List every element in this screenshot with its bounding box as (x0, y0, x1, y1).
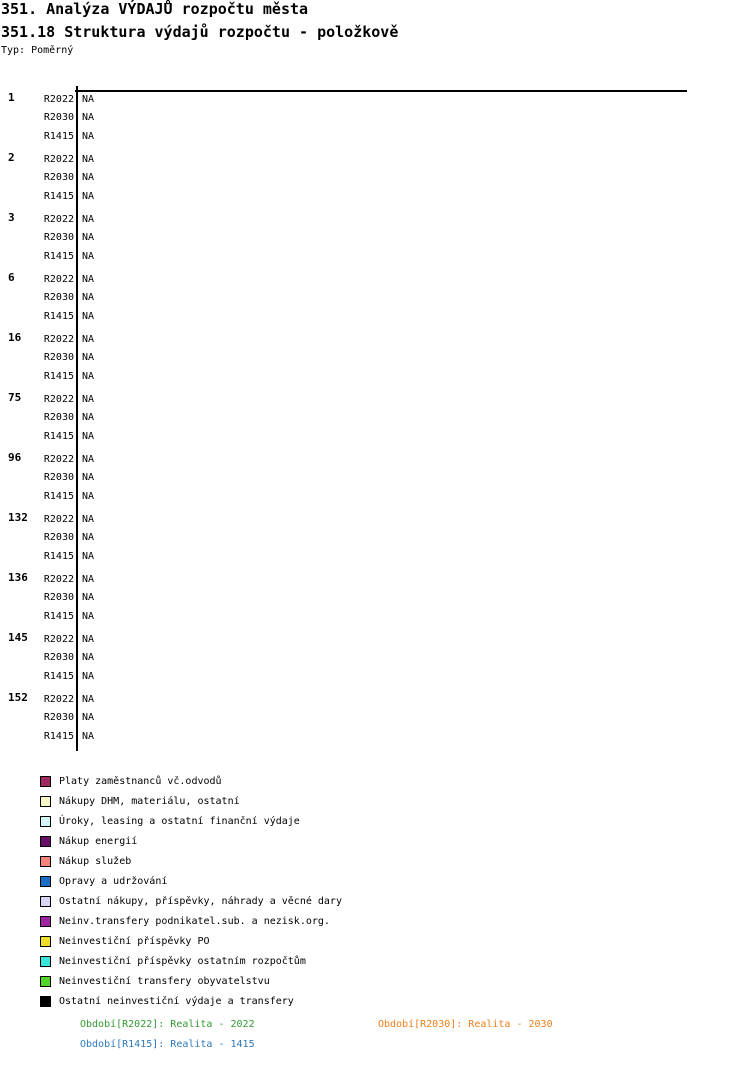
legend-label: Ostatní nákupy, příspěvky, náhrady a věcné dary (59, 895, 342, 907)
category-label: 145 (8, 631, 28, 644)
row-value-na: NA (82, 551, 95, 562)
row-period-label: R2030 (43, 532, 74, 543)
row-value-na: NA (82, 371, 95, 382)
legend-item (40, 791, 342, 811)
row-value-na: NA (82, 352, 95, 363)
category-label: 152 (8, 691, 28, 704)
legend-swatch (40, 996, 51, 1007)
legend-label: Platy zaměstnanců vč.odvodů (59, 775, 222, 787)
row-value-na: NA (82, 334, 95, 345)
legend-label: Neinvestiční transfery obyvatelstvu (59, 975, 270, 987)
row-period-label: R1415 (43, 191, 74, 202)
row-period-label: R1415 (43, 611, 74, 622)
legend-swatch (40, 816, 51, 827)
row-period-label: R1415 (43, 251, 74, 262)
footer-period-r2030: Období[R2030]: Realita - 2030 (378, 1019, 553, 1030)
row-value-na: NA (82, 191, 95, 202)
legend-item (40, 831, 342, 851)
row-value-na: NA (82, 634, 95, 645)
category-label: 75 (8, 391, 22, 404)
row-value-na: NA (82, 394, 95, 405)
legend-item (40, 851, 342, 871)
row-value-na: NA (82, 431, 95, 442)
row-value-na: NA (82, 472, 95, 483)
legend-label: Úroky, leasing a ostatní finanční výdaje (59, 815, 300, 827)
row-value-na: NA (82, 491, 95, 502)
row-period-label: R2022 (43, 514, 74, 525)
legend-label: Nákup energií (59, 835, 138, 847)
footer-period-r2022: Období[R2022]: Realita - 2022 (80, 1019, 255, 1030)
legend-swatch (40, 876, 51, 887)
category-label: 16 (8, 331, 22, 344)
row-value-na: NA (82, 574, 95, 585)
row-value-na: NA (82, 232, 95, 243)
category-label: 136 (8, 571, 28, 584)
row-period-label: R2022 (43, 274, 74, 285)
legend-swatch (40, 856, 51, 867)
legend-swatch (40, 776, 51, 787)
legend-item (40, 871, 342, 891)
legend-swatch (40, 796, 51, 807)
row-value-na: NA (82, 172, 95, 183)
row-period-label: R1415 (43, 551, 74, 562)
legend-label: Neinv.transfery podnikatel.sub. a nezisk.org. (59, 915, 330, 927)
row-period-label: R2022 (43, 334, 74, 345)
legend-item (40, 911, 342, 931)
legend-swatch (40, 936, 51, 947)
row-value-na: NA (82, 454, 95, 465)
row-value-na: NA (82, 154, 95, 165)
category-label: 2 (8, 151, 15, 164)
legend-label: Nákup služeb (59, 855, 132, 867)
row-value-na: NA (82, 94, 95, 105)
legend-item (40, 811, 342, 831)
row-value-na: NA (82, 251, 95, 262)
page-title: 351. Analýza VÝDAJŮ rozpočtu města (1, 0, 309, 18)
row-value-na: NA (82, 712, 95, 723)
row-value-na: NA (82, 611, 95, 622)
legend-item (40, 951, 342, 971)
legend-label: Neinvestiční příspěvky PO (59, 935, 210, 947)
row-period-label: R2030 (43, 112, 74, 123)
legend-item (40, 891, 342, 911)
row-value-na: NA (82, 274, 95, 285)
type-label: Typ: Poměrný (1, 45, 74, 56)
category-label: 1 (8, 91, 15, 104)
axis-top-line (75, 90, 687, 92)
row-value-na: NA (82, 532, 95, 543)
row-period-label: R1415 (43, 491, 74, 502)
row-period-label: R2030 (43, 292, 74, 303)
row-period-label: R2022 (43, 634, 74, 645)
row-period-label: R2030 (43, 412, 74, 423)
row-period-label: R1415 (43, 731, 74, 742)
row-period-label: R2030 (43, 652, 74, 663)
row-period-label: R2022 (43, 154, 74, 165)
row-value-na: NA (82, 592, 95, 603)
row-period-label: R1415 (43, 131, 74, 142)
row-period-label: R2030 (43, 172, 74, 183)
legend (40, 771, 342, 1011)
row-period-label: R2022 (43, 94, 74, 105)
row-value-na: NA (82, 412, 95, 423)
legend-label: Ostatní neinvestiční výdaje a transfery (59, 995, 294, 1007)
row-period-label: R2030 (43, 232, 74, 243)
row-value-na: NA (82, 311, 95, 322)
category-label: 132 (8, 511, 28, 524)
legend-label: Opravy a udržování (59, 875, 168, 887)
legend-item (40, 991, 342, 1011)
row-value-na: NA (82, 652, 95, 663)
legend-label: Nákupy DHM, materiálu, ostatní (59, 795, 240, 807)
legend-label: Neinvestiční příspěvky ostatním rozpočtům (59, 955, 306, 967)
row-period-label: R2022 (43, 574, 74, 585)
category-label: 6 (8, 271, 15, 284)
page-subtitle: 351.18 Struktura výdajů rozpočtu - položkově (1, 23, 399, 41)
row-value-na: NA (82, 292, 95, 303)
legend-swatch (40, 896, 51, 907)
row-period-label: R2022 (43, 394, 74, 405)
legend-swatch (40, 836, 51, 847)
row-value-na: NA (82, 214, 95, 225)
legend-swatch (40, 956, 51, 967)
row-period-label: R2030 (43, 472, 74, 483)
row-period-label: R2022 (43, 694, 74, 705)
row-period-label: R2022 (43, 454, 74, 465)
row-value-na: NA (82, 131, 95, 142)
category-label: 96 (8, 451, 22, 464)
row-period-label: R1415 (43, 431, 74, 442)
legend-swatch (40, 916, 51, 927)
legend-swatch (40, 976, 51, 987)
row-period-label: R1415 (43, 671, 74, 682)
row-value-na: NA (82, 112, 95, 123)
row-period-label: R2030 (43, 592, 74, 603)
legend-item (40, 971, 342, 991)
row-period-label: R1415 (43, 311, 74, 322)
axis-vertical-line (76, 86, 78, 751)
row-period-label: R2022 (43, 214, 74, 225)
category-label: 3 (8, 211, 15, 224)
row-value-na: NA (82, 671, 95, 682)
row-value-na: NA (82, 514, 95, 525)
row-period-label: R2030 (43, 712, 74, 723)
legend-item (40, 771, 342, 791)
footer-period-r1415: Období[R1415]: Realita - 1415 (80, 1039, 255, 1050)
row-period-label: R1415 (43, 371, 74, 382)
row-period-label: R2030 (43, 352, 74, 363)
legend-item (40, 931, 342, 951)
row-value-na: NA (82, 731, 95, 742)
row-value-na: NA (82, 694, 95, 705)
